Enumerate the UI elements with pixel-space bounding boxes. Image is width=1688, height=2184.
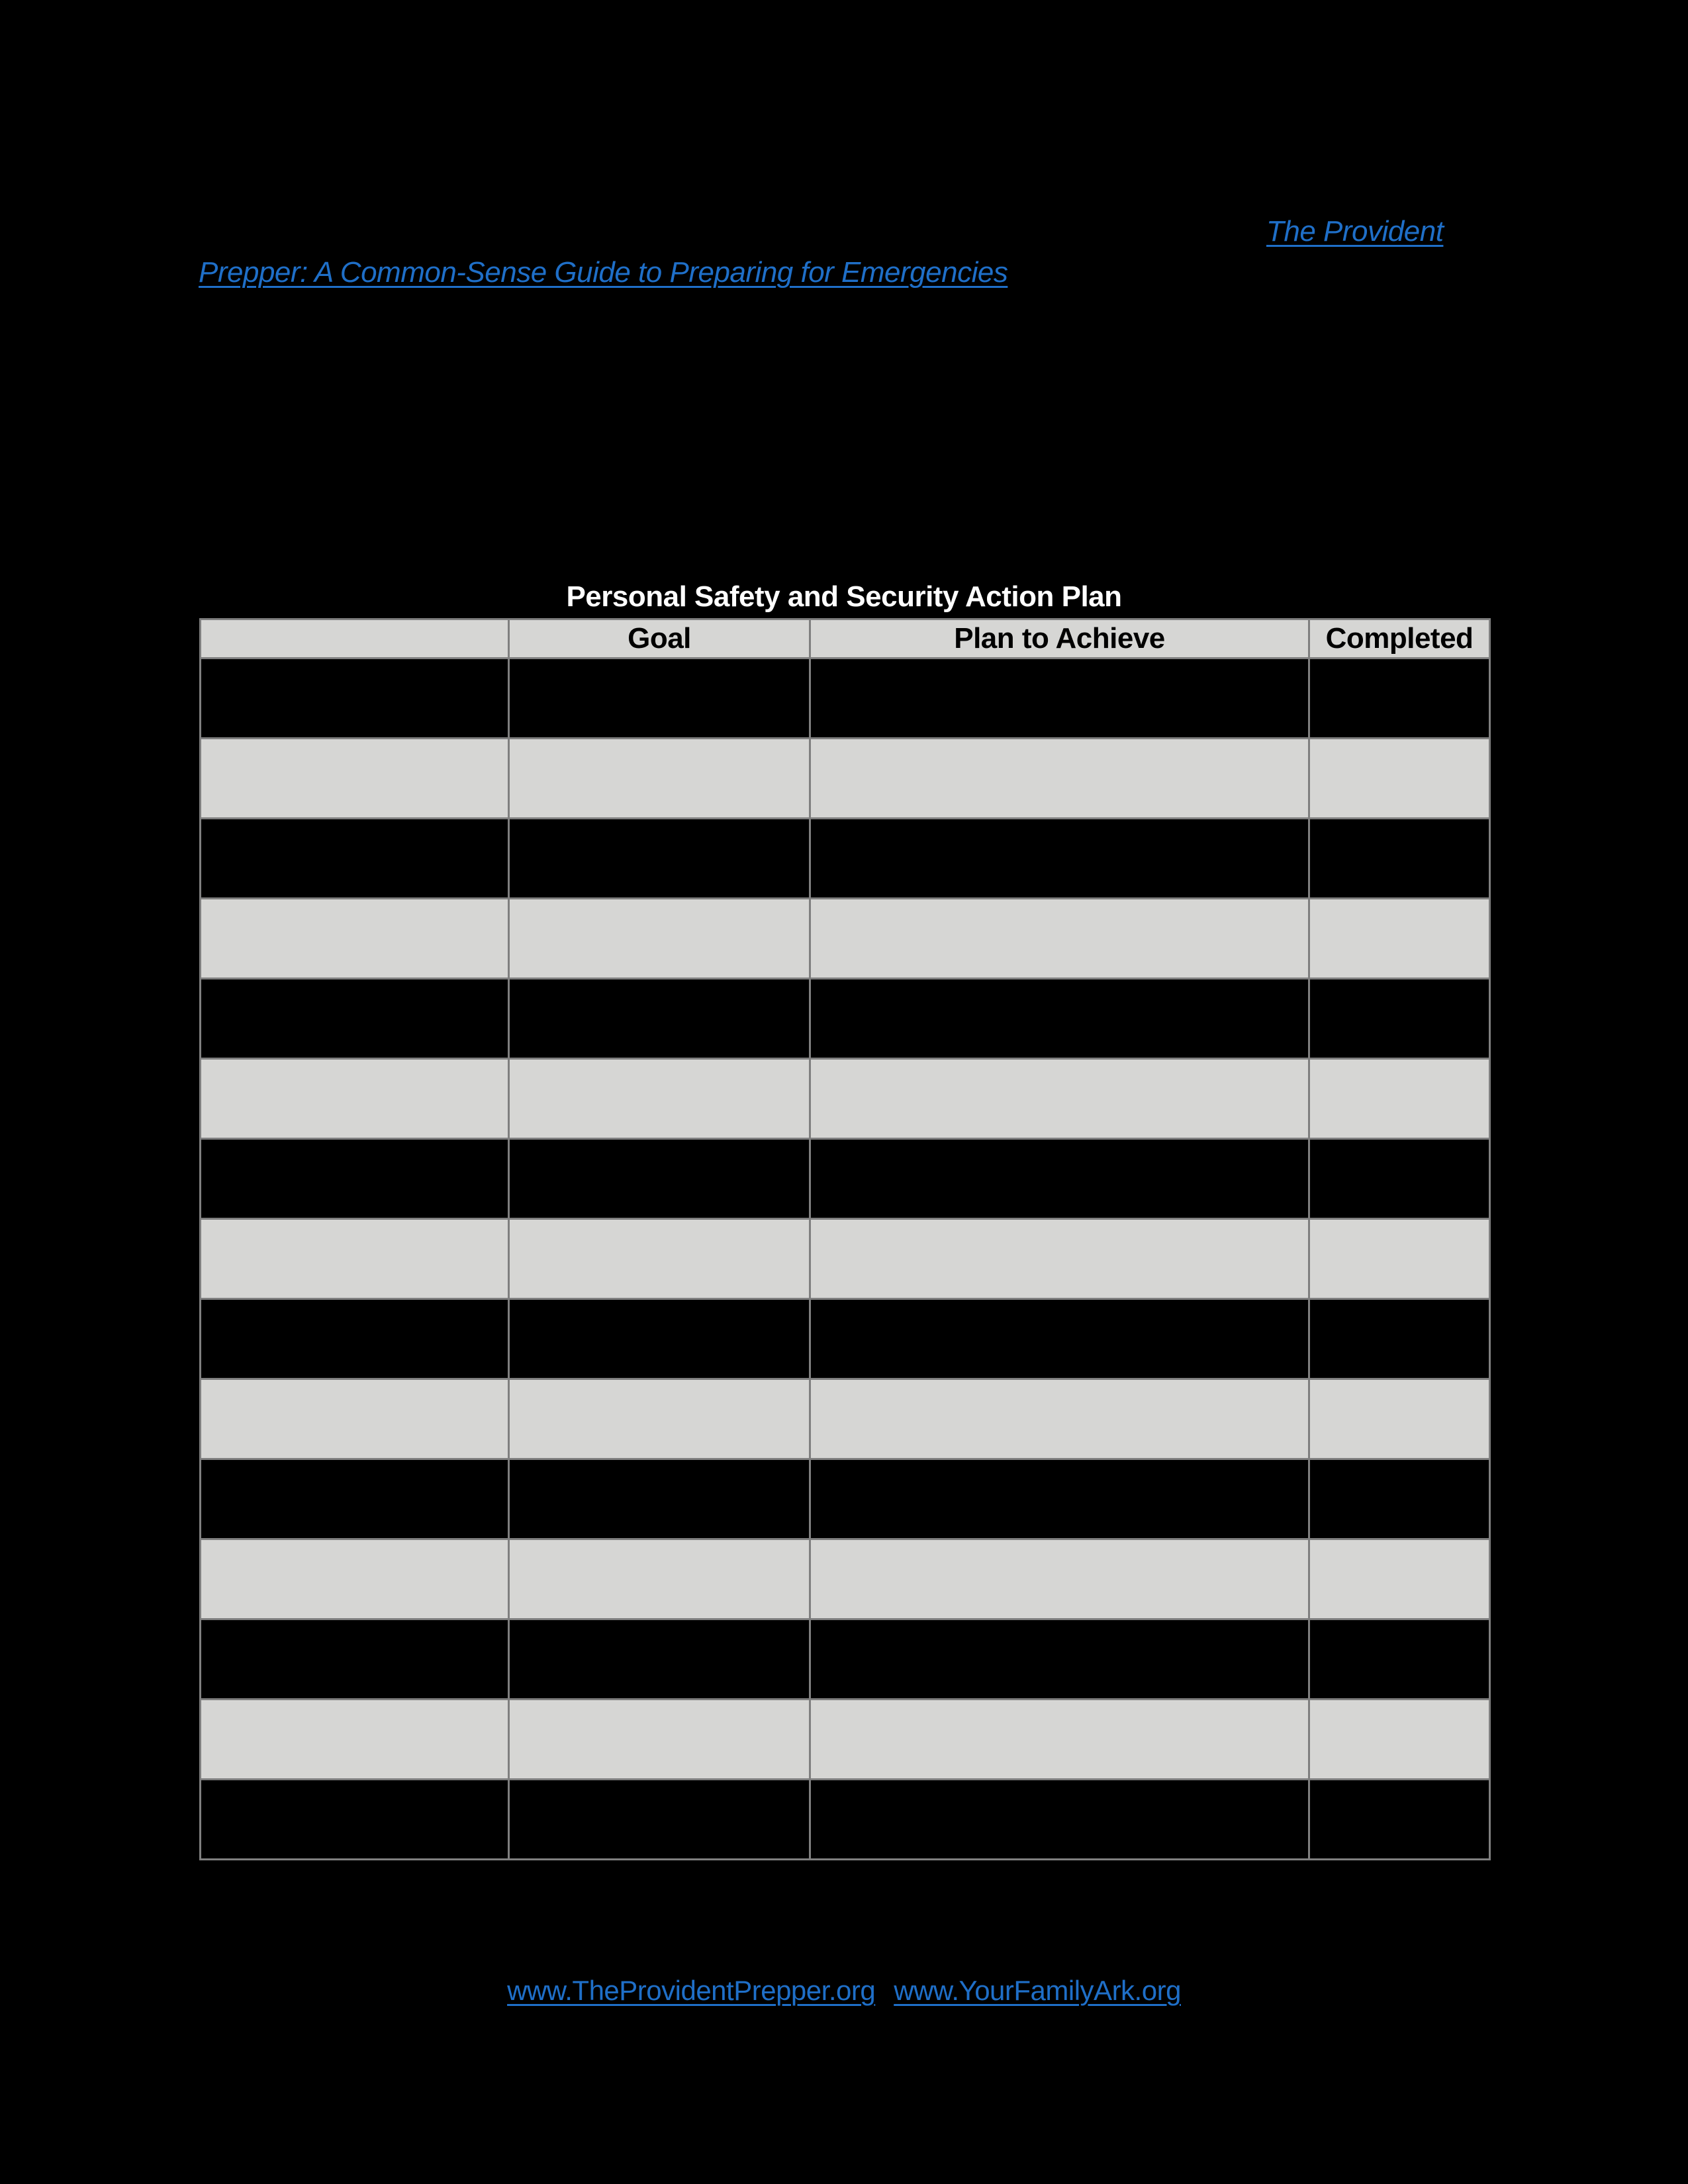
book-title-link-line2[interactable]: Prepper: A Common-Sense Guide to Preparing for Emergencies [199,256,1008,289]
cell-plan[interactable] [810,1780,1309,1860]
cell-category[interactable] [201,1780,509,1860]
table-row [201,819,1490,899]
cell-plan[interactable] [810,819,1309,899]
cell-plan[interactable] [810,1059,1309,1139]
footer-link-provident-prepper[interactable]: www.TheProvidentPrepper.org [507,1975,876,2006]
footer-link-your-family-ark[interactable]: www.YourFamilyArk.org [894,1975,1181,2006]
cell-completed[interactable] [1309,819,1490,899]
cell-plan[interactable] [810,1539,1309,1619]
table-row [201,1299,1490,1379]
cell-category[interactable] [201,1379,509,1459]
cell-completed[interactable] [1309,1299,1490,1379]
cell-goal[interactable] [509,739,810,819]
cell-completed[interactable] [1309,1539,1490,1619]
column-header-category [201,619,509,659]
cell-plan[interactable] [810,1619,1309,1700]
cell-goal[interactable] [509,1139,810,1219]
column-header-goal: Goal [509,619,810,659]
cell-completed[interactable] [1309,1700,1490,1780]
cell-goal[interactable] [509,1299,810,1379]
cell-category[interactable] [201,659,509,739]
cell-category[interactable] [201,899,509,979]
cell-goal[interactable] [509,899,810,979]
cell-goal[interactable] [509,1379,810,1459]
cell-goal[interactable] [509,1780,810,1860]
cell-category[interactable] [201,819,509,899]
cell-category[interactable] [201,1299,509,1379]
table-row [201,1619,1490,1700]
table-row [201,899,1490,979]
cell-plan[interactable] [810,1459,1309,1539]
cell-category[interactable] [201,1700,509,1780]
table-row [201,1700,1490,1780]
cell-goal[interactable] [509,1700,810,1780]
cell-completed[interactable] [1309,739,1490,819]
column-header-plan-to-achieve: Plan to Achieve [810,619,1309,659]
cell-plan[interactable] [810,739,1309,819]
cell-category[interactable] [201,1059,509,1139]
cell-goal[interactable] [509,659,810,739]
cell-completed[interactable] [1309,1379,1490,1459]
cell-completed[interactable] [1309,659,1490,739]
table-row [201,1379,1490,1459]
table-row [201,1539,1490,1619]
cell-completed[interactable] [1309,899,1490,979]
table-header-row [201,619,1490,659]
cell-category[interactable] [201,1219,509,1299]
table-row [201,979,1490,1059]
cell-goal[interactable] [509,1219,810,1299]
cell-goal[interactable] [509,1619,810,1700]
cell-plan[interactable] [810,1379,1309,1459]
cell-goal[interactable] [509,1059,810,1139]
cell-category[interactable] [201,1619,509,1700]
cell-category[interactable] [201,1139,509,1219]
cell-goal[interactable] [509,1539,810,1619]
table-row [201,1139,1490,1219]
cell-plan[interactable] [810,1700,1309,1780]
cell-category[interactable] [201,1539,509,1619]
column-header-completed: Completed [1309,619,1490,659]
cell-completed[interactable] [1309,1780,1490,1860]
cell-plan[interactable] [810,659,1309,739]
table-row [201,739,1490,819]
cell-completed[interactable] [1309,1059,1490,1139]
footer [0,1972,1688,2009]
cell-goal[interactable] [509,819,810,899]
action-plan-table [199,618,1491,1860]
table-row [201,1459,1490,1539]
cell-category[interactable] [201,979,509,1059]
cell-goal[interactable] [509,1459,810,1539]
cell-category[interactable] [201,1459,509,1539]
book-title-link-line1[interactable]: The Provident [1266,215,1444,248]
cell-completed[interactable] [1309,1219,1490,1299]
table-row [201,659,1490,739]
cell-plan[interactable] [810,1219,1309,1299]
cell-completed[interactable] [1309,979,1490,1059]
table-title: Personal Safety and Security Action Plan [566,580,1122,613]
cell-plan[interactable] [810,1299,1309,1379]
cell-completed[interactable] [1309,1619,1490,1700]
cell-completed[interactable] [1309,1139,1490,1219]
table-row [201,1059,1490,1139]
table-row [201,1780,1490,1860]
cell-goal[interactable] [509,979,810,1059]
cell-plan[interactable] [810,979,1309,1059]
cell-plan[interactable] [810,1139,1309,1219]
table-row [201,1219,1490,1299]
cell-category[interactable] [201,739,509,819]
cell-completed[interactable] [1309,1459,1490,1539]
cell-plan[interactable] [810,899,1309,979]
